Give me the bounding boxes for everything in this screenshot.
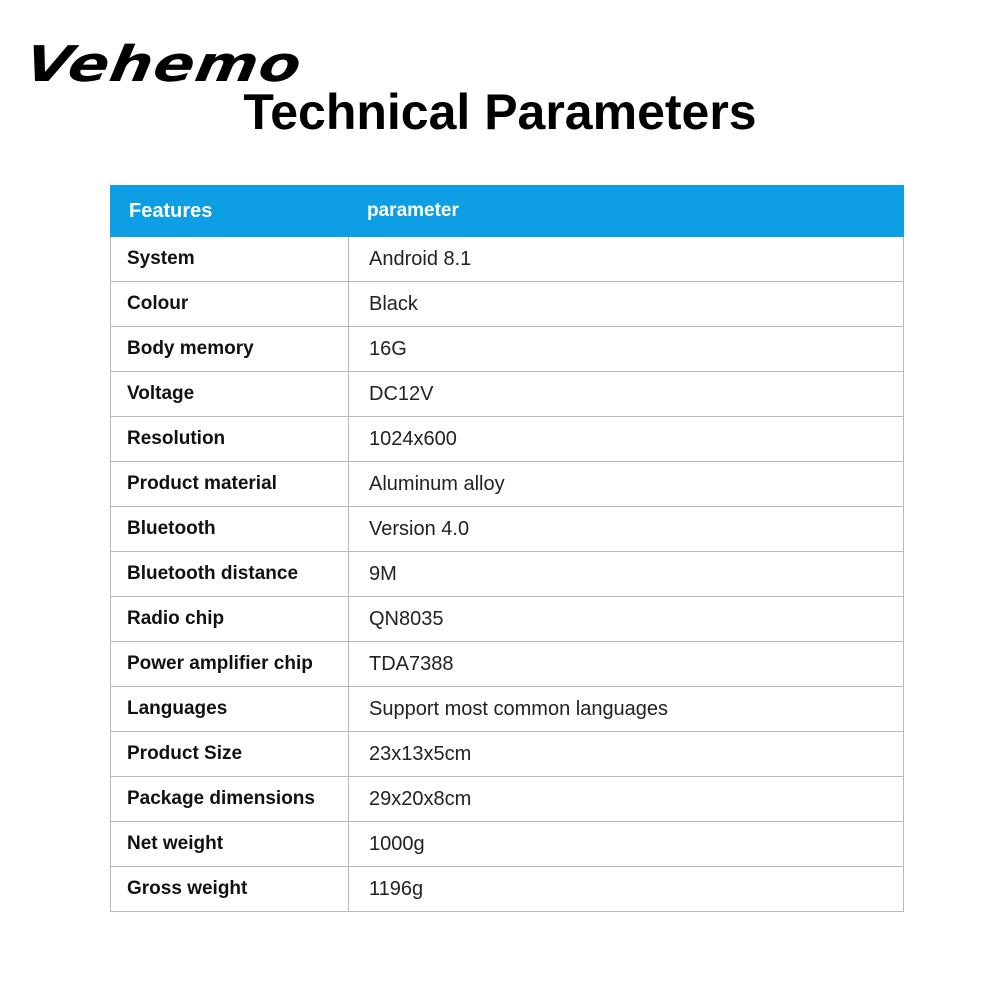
feature-cell: Colour: [111, 282, 349, 327]
value-cell: QN8035: [349, 597, 904, 642]
table-row: [111, 777, 904, 822]
feature-cell: Gross weight: [111, 867, 349, 912]
value-cell: TDA7388: [349, 642, 904, 687]
feature-cell: Bluetooth: [111, 507, 349, 552]
value-cell: Android 8.1: [349, 237, 904, 282]
feature-cell: Voltage: [111, 372, 349, 417]
value-cell: 1000g: [349, 822, 904, 867]
specs-table: [110, 185, 904, 912]
table-row: [111, 282, 904, 327]
feature-cell: Product Size: [111, 732, 349, 777]
value-cell: 1196g: [349, 867, 904, 912]
value-cell: 23x13x5cm: [349, 732, 904, 777]
table-row: [111, 237, 904, 282]
table-row: [111, 462, 904, 507]
table-row: [111, 732, 904, 777]
value-cell: Aluminum alloy: [349, 462, 904, 507]
page-title: Technical Parameters: [243, 84, 757, 140]
feature-cell: System: [111, 237, 349, 282]
value-cell: DC12V: [349, 372, 904, 417]
table-header-row: [111, 186, 904, 237]
table-row: [111, 867, 904, 912]
value-cell: Black: [349, 282, 904, 327]
value-cell: 29x20x8cm: [349, 777, 904, 822]
feature-cell: Resolution: [111, 417, 349, 462]
table-row: [111, 687, 904, 732]
feature-cell: Power amplifier chip: [111, 642, 349, 687]
feature-cell: Bluetooth distance: [111, 552, 349, 597]
feature-cell: Net weight: [111, 822, 349, 867]
table-row: [111, 372, 904, 417]
value-cell: Support most common languages: [349, 687, 904, 732]
table-row: [111, 822, 904, 867]
table-row: [111, 327, 904, 372]
feature-cell: Package dimensions: [111, 777, 349, 822]
brand-logo: Vehemo: [20, 35, 307, 94]
feature-cell: Body memory: [111, 327, 349, 372]
table-row: [111, 642, 904, 687]
table-row: [111, 507, 904, 552]
value-cell: Version 4.0: [349, 507, 904, 552]
value-cell: 9M: [349, 552, 904, 597]
table-row: [111, 417, 904, 462]
value-cell: 1024x600: [349, 417, 904, 462]
feature-cell: Product material: [111, 462, 349, 507]
table-row: [111, 597, 904, 642]
table-row: [111, 552, 904, 597]
feature-cell: Languages: [111, 687, 349, 732]
feature-cell: Radio chip: [111, 597, 349, 642]
column-header-features: Features: [111, 186, 349, 237]
value-cell: 16G: [349, 327, 904, 372]
column-header-parameter: parameter: [349, 186, 904, 237]
